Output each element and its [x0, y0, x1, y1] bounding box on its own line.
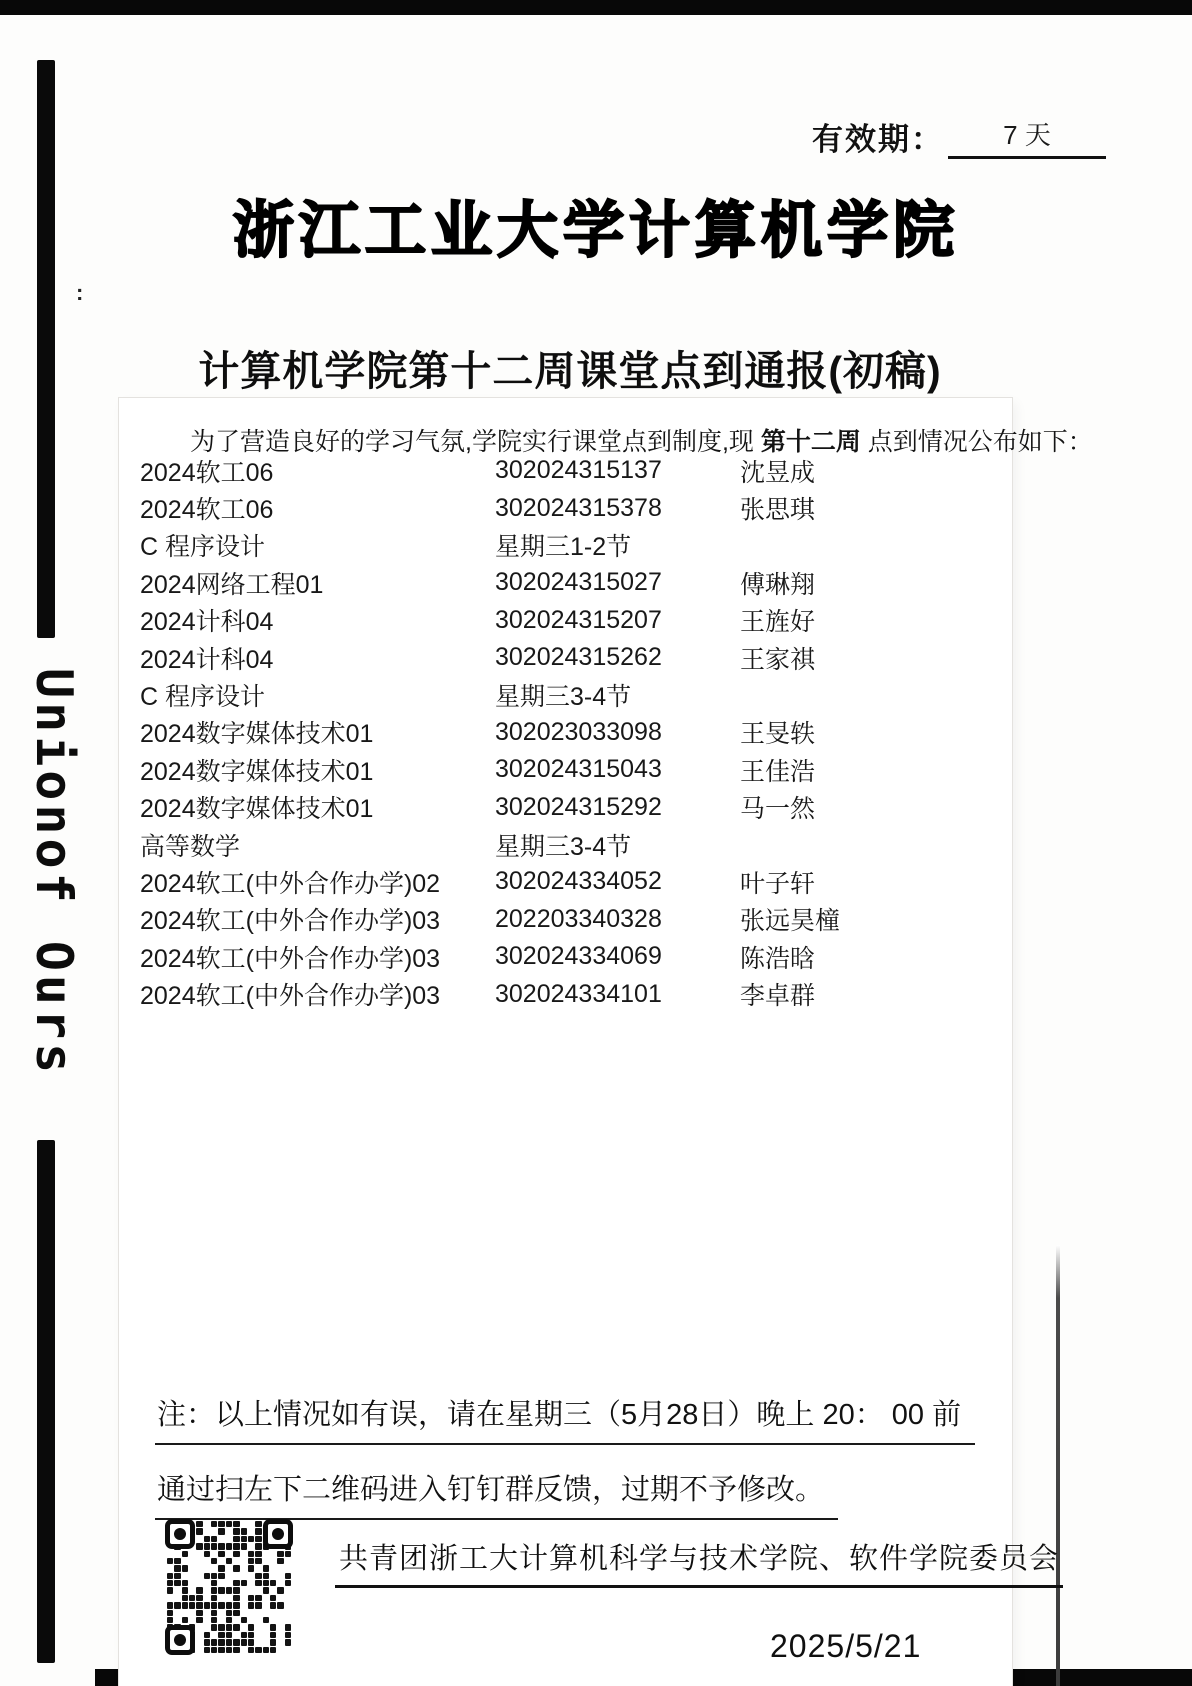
attendance-row — [140, 452, 1000, 489]
intro-suffix: 点到情况公布如下： — [860, 428, 1093, 456]
student-id-cell: 202203340328 — [495, 904, 662, 933]
course-cell: C 程序设计 — [140, 683, 266, 712]
intro-week-bold: 第十二周 — [760, 428, 861, 456]
stray-colon-mark: : — [76, 280, 84, 305]
validity-value: 7 天 — [948, 115, 1106, 159]
student-id-cell: 302023033098 — [495, 717, 662, 746]
attendance-row — [140, 789, 1000, 826]
dingtalk-qr-code-icon — [167, 1521, 291, 1653]
attendance-row — [140, 975, 1000, 1012]
vertical-watermark-text: Unionof Ours — [25, 668, 83, 1078]
organization-title: 浙江工业大学计算机学院 — [232, 196, 959, 264]
student-id-cell: 302024334069 — [495, 942, 662, 971]
time-cell: 星期三3-4节 — [495, 683, 632, 712]
attendance-row — [140, 938, 1000, 975]
intro-prefix: 为了营造良好的学习气氛,学院实行课堂点到制度,现 — [190, 428, 761, 456]
attendance-table — [140, 452, 1000, 1013]
student-name-cell: 陈浩晗 — [740, 944, 816, 973]
student-id-cell: 302024315207 — [495, 605, 662, 634]
student-id-cell: 302024334052 — [495, 867, 662, 896]
note-line-2: 通过扫左下二维码进入钉钉群反馈，过期不予修改。 — [155, 1467, 838, 1520]
class-cell: 2024软工06 — [140, 458, 274, 487]
class-cell: 2024软工(中外合作办学)03 — [140, 982, 441, 1011]
time-cell: 星期三1-2节 — [495, 533, 632, 562]
class-cell: 2024数字媒体技术01 — [140, 757, 374, 786]
student-id-cell: 302024315137 — [495, 456, 662, 485]
student-name-cell: 张远昊橦 — [740, 907, 841, 936]
student-name-cell: 王家祺 — [740, 645, 816, 674]
class-cell: 2024软工(中外合作办学)03 — [140, 907, 441, 936]
class-cell: 2024计科04 — [140, 608, 274, 637]
signature-text: 共青团浙工大计算机科学与技术学院、软件学院委员会 — [335, 1536, 1063, 1588]
course-cell: 高等数学 — [140, 832, 241, 861]
attendance-row — [140, 602, 1000, 639]
class-cell: 2024数字媒体技术01 — [140, 720, 374, 749]
class-cell: 2024计科04 — [140, 645, 274, 674]
attendance-row — [140, 489, 1000, 526]
student-id-cell: 302024315043 — [495, 755, 662, 784]
attendance-row — [140, 751, 1000, 788]
student-name-cell: 王旻轶 — [740, 720, 816, 749]
signature-row — [335, 1536, 1063, 1588]
student-name-cell: 傅琳翔 — [740, 570, 816, 599]
validity-label: 有效期： — [812, 122, 944, 157]
student-name-cell: 王佳浩 — [740, 757, 816, 786]
student-name-cell: 李卓群 — [740, 982, 816, 1011]
left-margin-bar-bottom — [37, 1140, 55, 1663]
scan-edge-top — [0, 0, 1192, 15]
class-cell: 2024软工(中外合作办学)02 — [140, 869, 441, 898]
attendance-row — [140, 901, 1000, 938]
qr-finder-icon — [165, 1625, 195, 1655]
class-cell: 2024网络工程01 — [140, 570, 324, 599]
student-name-cell: 王旌好 — [740, 608, 816, 637]
attendance-row — [140, 639, 1000, 676]
student-name-cell: 马一然 — [740, 795, 816, 824]
course-section-row — [140, 676, 1000, 713]
validity-field — [812, 114, 1106, 159]
attendance-row — [140, 564, 1000, 601]
student-id-cell: 302024315292 — [495, 792, 662, 821]
note-block — [155, 1392, 1095, 1520]
student-id-cell: 302024315027 — [495, 568, 662, 597]
attendance-row — [140, 863, 1000, 900]
student-name-cell: 沈昱成 — [740, 458, 816, 487]
attendance-row — [140, 714, 1000, 751]
student-id-cell: 302024315262 — [495, 643, 662, 672]
student-name-cell: 叶子轩 — [740, 869, 816, 898]
qr-finder-icon — [165, 1519, 195, 1549]
student-id-cell: 302024334101 — [495, 979, 662, 1008]
class-cell: 2024软工06 — [140, 496, 274, 525]
note-line-1: 注：以上情况如有误，请在星期三（5月28日）晚上 20： 00 前 — [155, 1392, 975, 1445]
document-title: 计算机学院第十二周课堂点到通报(初稿) — [192, 338, 947, 408]
course-section-row — [140, 826, 1000, 863]
qr-finder-icon — [263, 1519, 293, 1549]
student-id-cell: 302024315378 — [495, 493, 662, 522]
course-section-row — [140, 527, 1000, 564]
time-cell: 星期三3-4节 — [495, 832, 632, 861]
student-name-cell: 张思琪 — [740, 496, 816, 525]
course-cell: C 程序设计 — [140, 533, 266, 562]
class-cell: 2024软工(中外合作办学)03 — [140, 944, 441, 973]
class-cell: 2024数字媒体技术01 — [140, 795, 374, 824]
document-date: 2025/5/21 — [770, 1628, 922, 1664]
